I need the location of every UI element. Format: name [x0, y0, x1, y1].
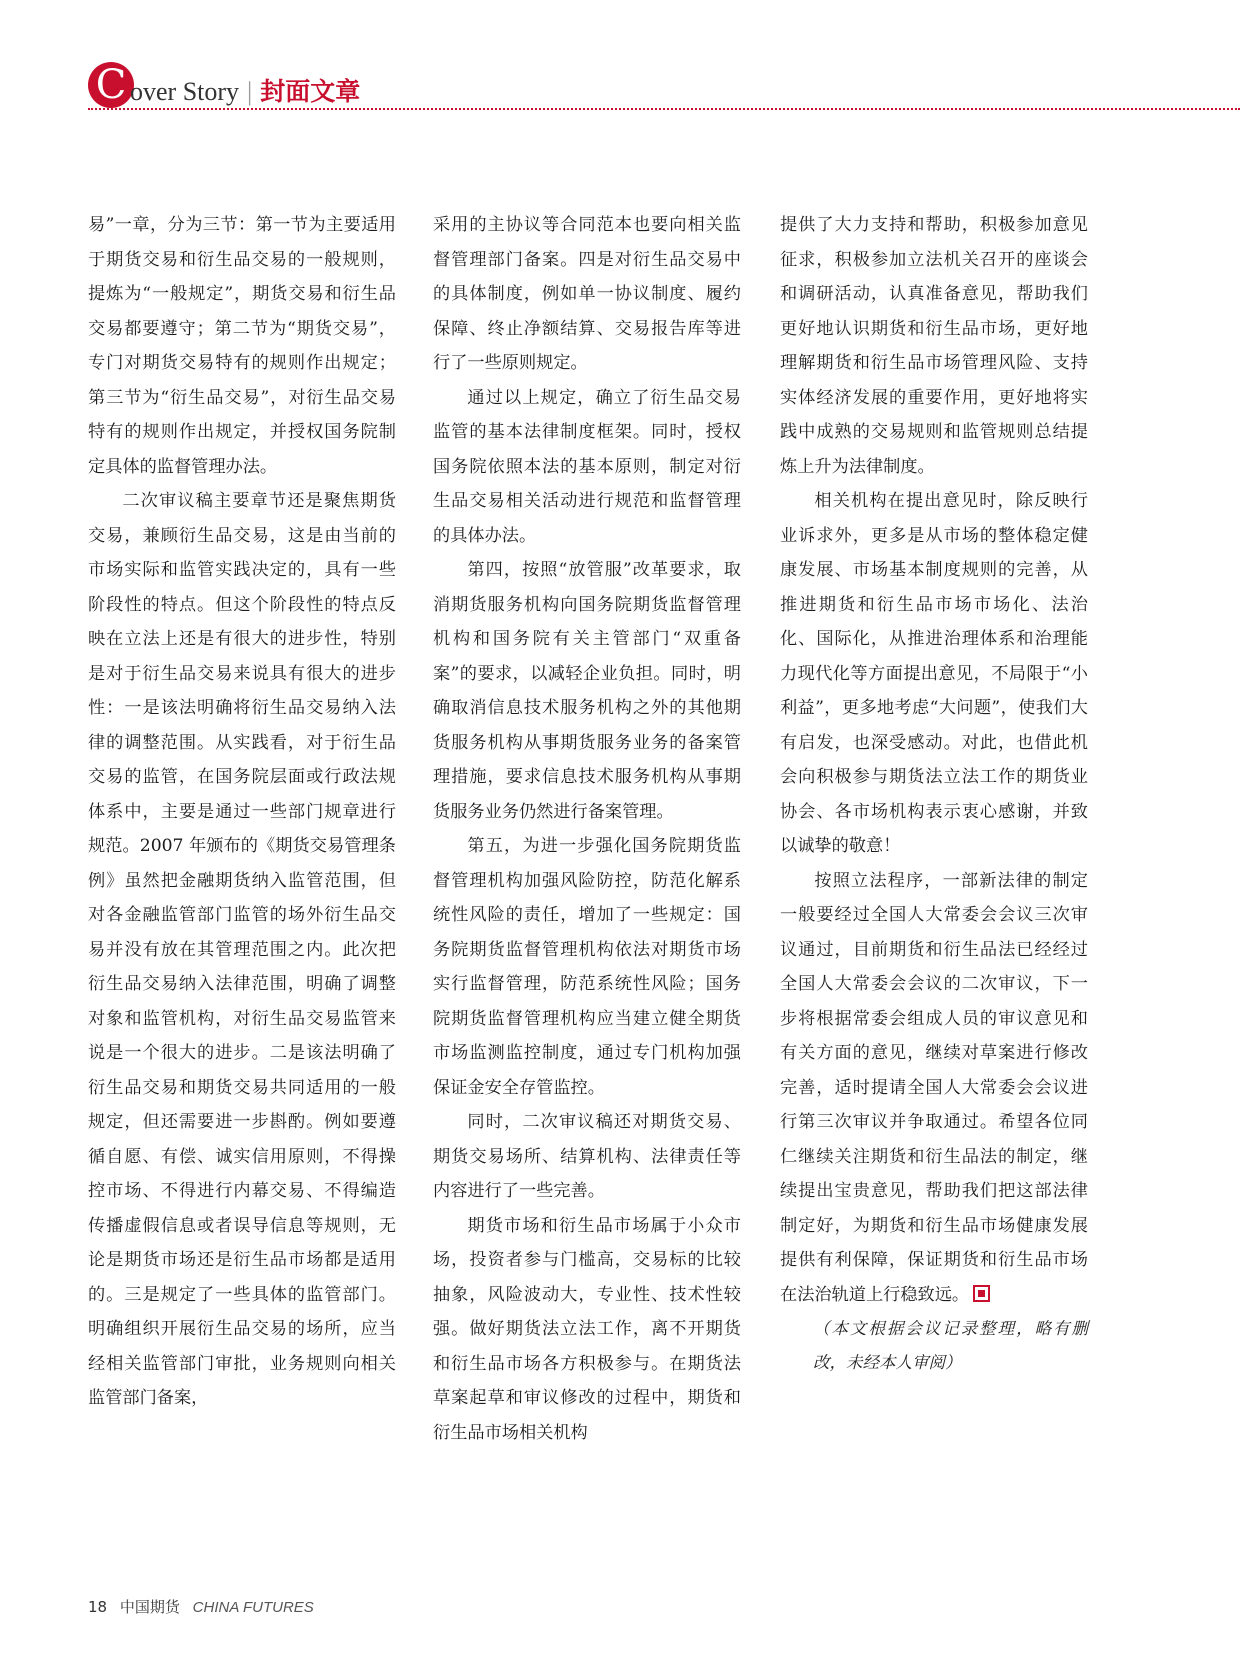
paragraph — [433, 208, 741, 381]
editor-note: （本文根据会议记录整理，略有删改，未经本人审阅） — [813, 1319, 1088, 1372]
paragraph — [433, 1105, 741, 1209]
paragraph-text: 第四，按照“放管服”改革要求，取消期货服务机构向国务院期货监督管理机构和国务院有关主管部门“双重备案”的要求，以减轻企业负担。同时，明确取消信息技术服务机构之外的其他期货服务机构从事期货服务业务的备案管理措施，要求信息技术服务机构从事期货服务业务仍然进行备案管理。 — [433, 560, 741, 822]
paragraph — [88, 484, 396, 1416]
text-column-3 — [780, 208, 1088, 1380]
section-title-separator: | — [247, 77, 253, 106]
paragraph-text: 提供了大力支持和帮助，积极参加意见征求，积极参加立法机关召开的座谈会和调研活动，认真准备意见，帮助我们更好地认识期货和衍生品市场，更好地理解期货和衍生品市场管理风险、支持实体经济发展的重要作用，更好地将实践中成熟的交易规则和监管规则总结提炼上升为法律制度。 — [780, 215, 1088, 477]
paragraph-text: 易”一章，分为三节：第一节为主要适用于期货交易和衍生品交易的一般规则，提炼为“一般规定”，期货交易和衍生品交易都要遵守；第二节为“期货交易”，专门对期货交易特有的规则作出规定；第三节为“衍生品交易”，对衍生品交易特有的规则作出规定，并授权国务院制定具体的监督管理办法。 — [88, 215, 396, 477]
page-header — [88, 60, 1240, 110]
section-title-en: over Story — [130, 77, 240, 106]
page-number: 18 — [88, 1598, 108, 1616]
section-title-cn: 封面文章 — [260, 77, 361, 106]
text-column-1 — [88, 208, 396, 1416]
page-footer — [88, 1596, 314, 1617]
paragraph-text: 通过以上规定，确立了衍生品交易监管的基本法律制度框架。同时，授权国务院依照本法的基本原则，制定对衍生品交易相关活动进行规范和监督管理的具体办法。 — [433, 387, 741, 546]
magazine-name-en: CHINA FUTURES — [192, 1599, 314, 1616]
paragraph — [780, 864, 1088, 1313]
paragraph — [433, 829, 741, 1105]
paragraph-text: 二次审议稿主要章节还是聚焦期货交易，兼顾衍生品交易，这是由当前的市场实际和监管实践决定的，具有一些阶段性的特点。但这个阶段性的特点反映在立法上还是有很大的进步性，特别是对于衍生品交易来说具有很大的进步性：一是该法明确将衍生品交易纳入法律的调整范围。从实践看，对于衍生品交易的监管，在国务院层面或行政法规体系中，主要是通过一些部门规章进行规范。2007 年颁布的《期货交易管理条例》虽然把金融期货纳入监管范围，但对各金融监管部门监管的场外衍生品交易并没有放在其管理范围之内。此次把衍生品交易纳入法律范围，明确了调整对象和监管机构，对衍生品交易监管来说是一个很大的进步。二是该法明确了衍生品交易和期货交易共同适用的一般规定，但还需要进一步斟酌。例如要遵循自愿、有偿、诚实信用原则，不得操控市场、不得进行内幕交易、不得编造传播虚假信息或者误导信息等规则，无论是期货市场还是衍生品市场都是适用的。三是规定了一些具体的监管部门。明确组织开展衍生品交易的场所，应当经相关监管部门审批，业务规则向相关监管部门备案， — [88, 491, 396, 1408]
paragraph — [780, 208, 1088, 484]
magazine-name-cn: 中国期货 — [119, 1598, 180, 1616]
header-initial-c-logo: C — [88, 62, 134, 108]
paragraph-text: 期货市场和衍生品市场属于小众市场，投资者参与门槛高，交易标的比较抽象，风险波动大，专业性、技术性较强。做好期货法立法工作，离不开期货和衍生品市场各方积极参与。在期货法草案起草和审议修改的过程中，期货和衍生品市场相关机构 — [433, 1215, 741, 1443]
paragraph — [780, 484, 1088, 864]
paragraph-text: 按照立法程序，一部新法律的制定一般要经过全国人大常委会会议三次审议通过，目前期货和衍生品法已经经过全国人大常委会会议的二次审议，下一步将根据常委会组成人员的审议意见和有关方面的意见，继续对草案进行修改完善，适时提请全国人大常委会会议进行第三次审议并争取通过。希望各位同仁继续关注期货和衍生品法的制定，继续提出宝贵意见，帮助我们把这部法律制定好，为期货和衍生品市场健康发展提供有利保障，保证期货和衍生品市场在法治轨道上行稳致远。 — [780, 870, 1088, 1305]
paragraph — [88, 208, 396, 484]
section-title — [130, 72, 360, 108]
column-paragraphs — [780, 208, 1088, 1312]
paragraph-text: 同时，二次审议稿还对期货交易、期货交易场所、结算机构、法律责任等内容进行了一些完善。 — [433, 1112, 741, 1201]
paragraph-text: 采用的主协议等合同范本也要向相关监督管理部门备案。四是对衍生品交易中的具体制度，例如单一协议制度、履约保障、终止净额结算、交易报告库等进行了一些原则规定。 — [433, 215, 741, 373]
paragraph-text: 相关机构在提出意见时，除反映行业诉求外，更多是从市场的整体稳定健康发展、市场基本制度规则的完善，从推进期货和衍生品市场市场化、法治化、国际化，从推进治理体系和治理能力现代化等方面提出意见，不局限于“小利益”，更多地考虑“大问题”，使我们大有启发，也深受感动。对此，也借此机会向积极参与期货法立法工作的期货业协会、各市场机构表示衷心感谢，并致以诚挚的敬意！ — [780, 491, 1088, 856]
paragraph — [433, 553, 741, 829]
paragraph — [433, 1209, 741, 1451]
article-end-mark-icon — [973, 1285, 990, 1302]
paragraph — [433, 381, 741, 554]
text-column-2 — [433, 208, 741, 1450]
header-dotted-rule — [88, 108, 1240, 110]
paragraph-text: 第五，为进一步强化国务院期货监督管理机构加强风险防控，防范化解系统性风险的责任，增加了一些规定：国务院期货监督管理机构依法对期货市场实行监督管理，防范系统性风险；国务院期货监督管理机构应当建立健全期货市场监测监控制度，通过专门机构加强保证金安全存管监控。 — [433, 836, 741, 1098]
